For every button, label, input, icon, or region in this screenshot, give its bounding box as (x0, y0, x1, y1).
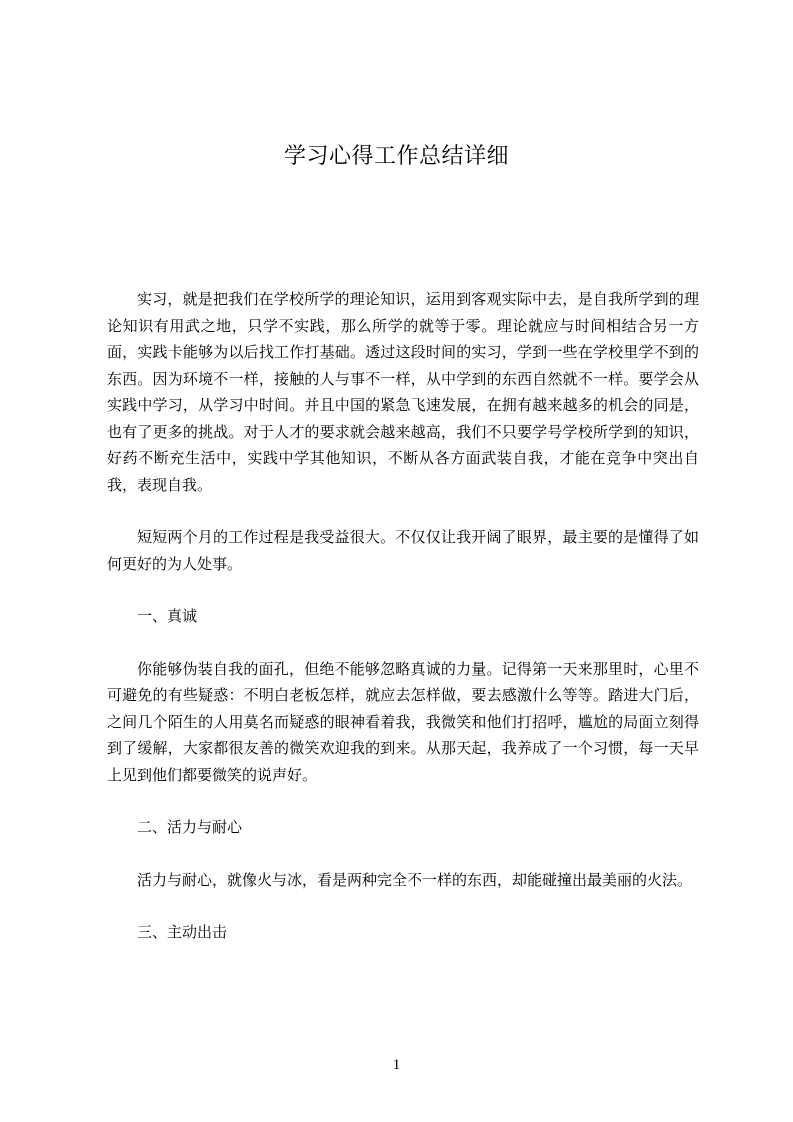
paragraph-sincerity: 你能够伪装自我的面孔，但绝不能够忽略真诚的力量。记得第一天来那里时，心里不可避免的有些疑惑：不明白老板怎样，就应去怎样做，要去感激什么等等。踏进大门后，之间几个陌生的人用莫名而疑惑的眼神看着我，我微笑和他们打招呼，尴尬的局面立刻得到了缓解，大家都很友善的微笑欢迎我的到来。从那天起，我养成了一个习惯，每一天早上见到他们都要微笑的说声好。 (107, 659, 699, 784)
paragraph-internship: 实习，就是把我们在学校所学的理论知识，运用到客观实际中去，是自我所学到的理论知识有用武之地，只学不实践，那么所学的就等于零。理论就应与时间相结合另一方面，实践卡能够为以后找工作打基础。透过这段时间的实习，学到一些在学校里学不到的东西。因为环境不一样，接触的人与事不一样，从中学到的东西自然就不一样。要学会从实践中学习，从学习中时间。并且中国的紧急飞速发展，在拥有越来越多的机会的同是，也有了更多的挑战。对于人才的要求就会越来越高，我们不只要学号学校所学到的知识，好药不断充生活中，实践中学其他知识，不断从各方面武装自我，才能在竞争中突出自我，表现自我。 (107, 290, 699, 494)
paragraph-vitality-patience: 活力与耐心，就像火与冰，看是两种完全不一样的东西，却能碰撞出最美丽的火法。 (137, 870, 693, 889)
paragraph-two-months: 短短两个月的工作过程是我受益很大。不仅仅让我开阔了眼界，最主要的是懂得了如何更好的为人处事。 (107, 528, 699, 573)
page-number: 1 (392, 1057, 401, 1073)
document-body (107, 286, 699, 946)
document-title: 学习心得工作总结详细 (283, 144, 509, 169)
heading-take-initiative: 三、主动出击 (137, 923, 228, 941)
heading-sincerity: 一、真诚 (137, 607, 198, 625)
heading-vitality-patience: 二、活力与耐心 (137, 818, 243, 836)
